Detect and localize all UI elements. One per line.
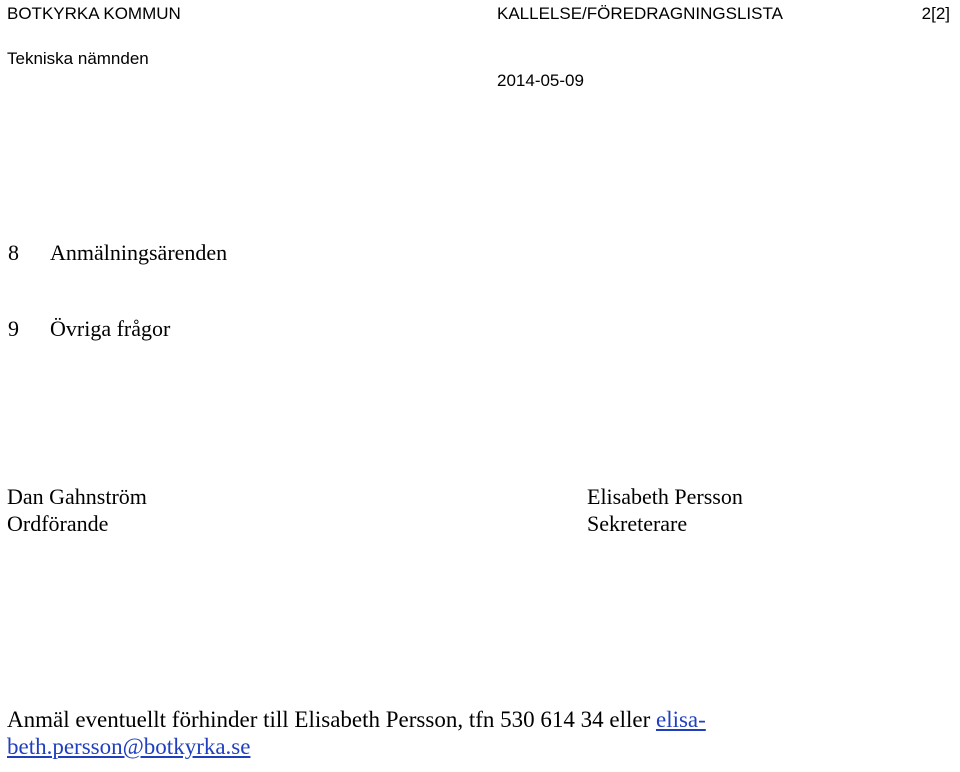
agenda-item bbox=[8, 316, 170, 342]
absence-notice bbox=[7, 706, 827, 760]
agenda-item-title: Övriga frågor bbox=[50, 316, 171, 341]
document-type: KALLELSE/FÖREDRAGNINGSLISTA bbox=[497, 4, 783, 23]
chair-role: Ordförande bbox=[7, 511, 109, 536]
chair-name: Dan Gahnström bbox=[7, 484, 147, 509]
secretary-role: Sekreterare bbox=[587, 511, 688, 536]
agenda-item-number: 9 bbox=[8, 316, 19, 341]
secretary-name: Elisabeth Persson bbox=[587, 484, 743, 509]
chair-signature bbox=[7, 483, 147, 537]
agenda-item-number: 8 bbox=[8, 240, 19, 265]
secretary-signature bbox=[587, 483, 743, 537]
agenda-item-title: Anmälningsärenden bbox=[50, 240, 228, 265]
committee-name: Tekniska nämnden bbox=[7, 49, 149, 68]
email-link[interactable]: elisa-beth.persson@botkyrka.se bbox=[7, 707, 706, 759]
document-date: 2014-05-09 bbox=[497, 71, 584, 90]
absence-notice-text: Anmäl eventuellt förhinder till Elisabeth Persson, tfn 530 614 34 eller bbox=[7, 707, 656, 732]
agenda-item bbox=[8, 240, 227, 266]
organization-name: BOTKYRKA KOMMUN bbox=[7, 4, 181, 23]
page-number: 2[2] bbox=[921, 4, 950, 23]
